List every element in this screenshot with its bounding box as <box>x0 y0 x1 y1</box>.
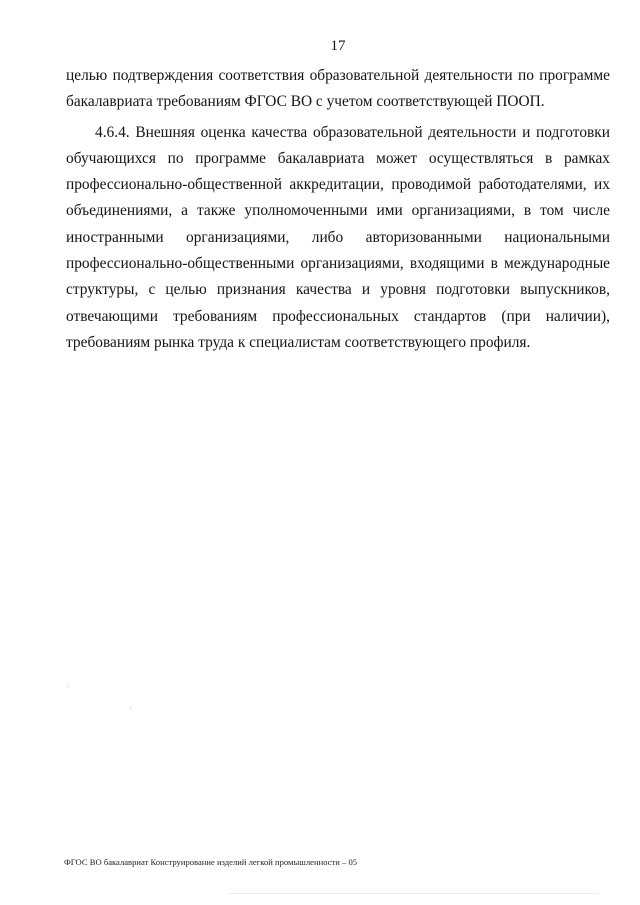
body-text <box>66 63 610 356</box>
scan-speck <box>68 686 69 687</box>
text-line: обучающихся по программе бакалавриата может осуществляться в рамках <box>66 149 610 167</box>
page-number: 17 <box>330 38 346 54</box>
text-line: объединениями, а также уполномоченными ими организациями, в том числе <box>66 202 610 220</box>
text-line: профессионально-общественными организациями, входящими в международные <box>66 255 610 273</box>
text-line: целью подтверждения соответствия образовательной деятельности по программе <box>66 67 610 84</box>
text-line: 4.6.4. Внешняя оценка качества образовательной деятельности и подготовки <box>95 123 610 141</box>
page-footer: ФГОС ВО бакалавриат Конструирование изделий легкой промышленности – 05 <box>64 857 358 867</box>
text-line: бакалавриата требованиям ФГОС ВО с учетом соответствующей ПООП. <box>66 93 545 111</box>
paragraph-4-6-4 <box>66 120 610 357</box>
paragraph-continuation <box>66 63 610 116</box>
text-line: структуры, с целью признания качества и уровня подготовки выпускников, <box>66 281 610 299</box>
text-line: иностранными организациями, либо авторизованными национальными <box>66 228 610 246</box>
scan-speck <box>130 708 131 709</box>
text-line: отвечающими требованиям профессиональных стандартов (при наличии), <box>66 307 610 325</box>
text-line: профессионально-общественной аккредитации, проводимой работодателями, их <box>66 176 610 194</box>
text-line: требованиям рынка труда к специалистам соответствующего профиля. <box>66 333 531 351</box>
scan-edge <box>228 893 598 894</box>
